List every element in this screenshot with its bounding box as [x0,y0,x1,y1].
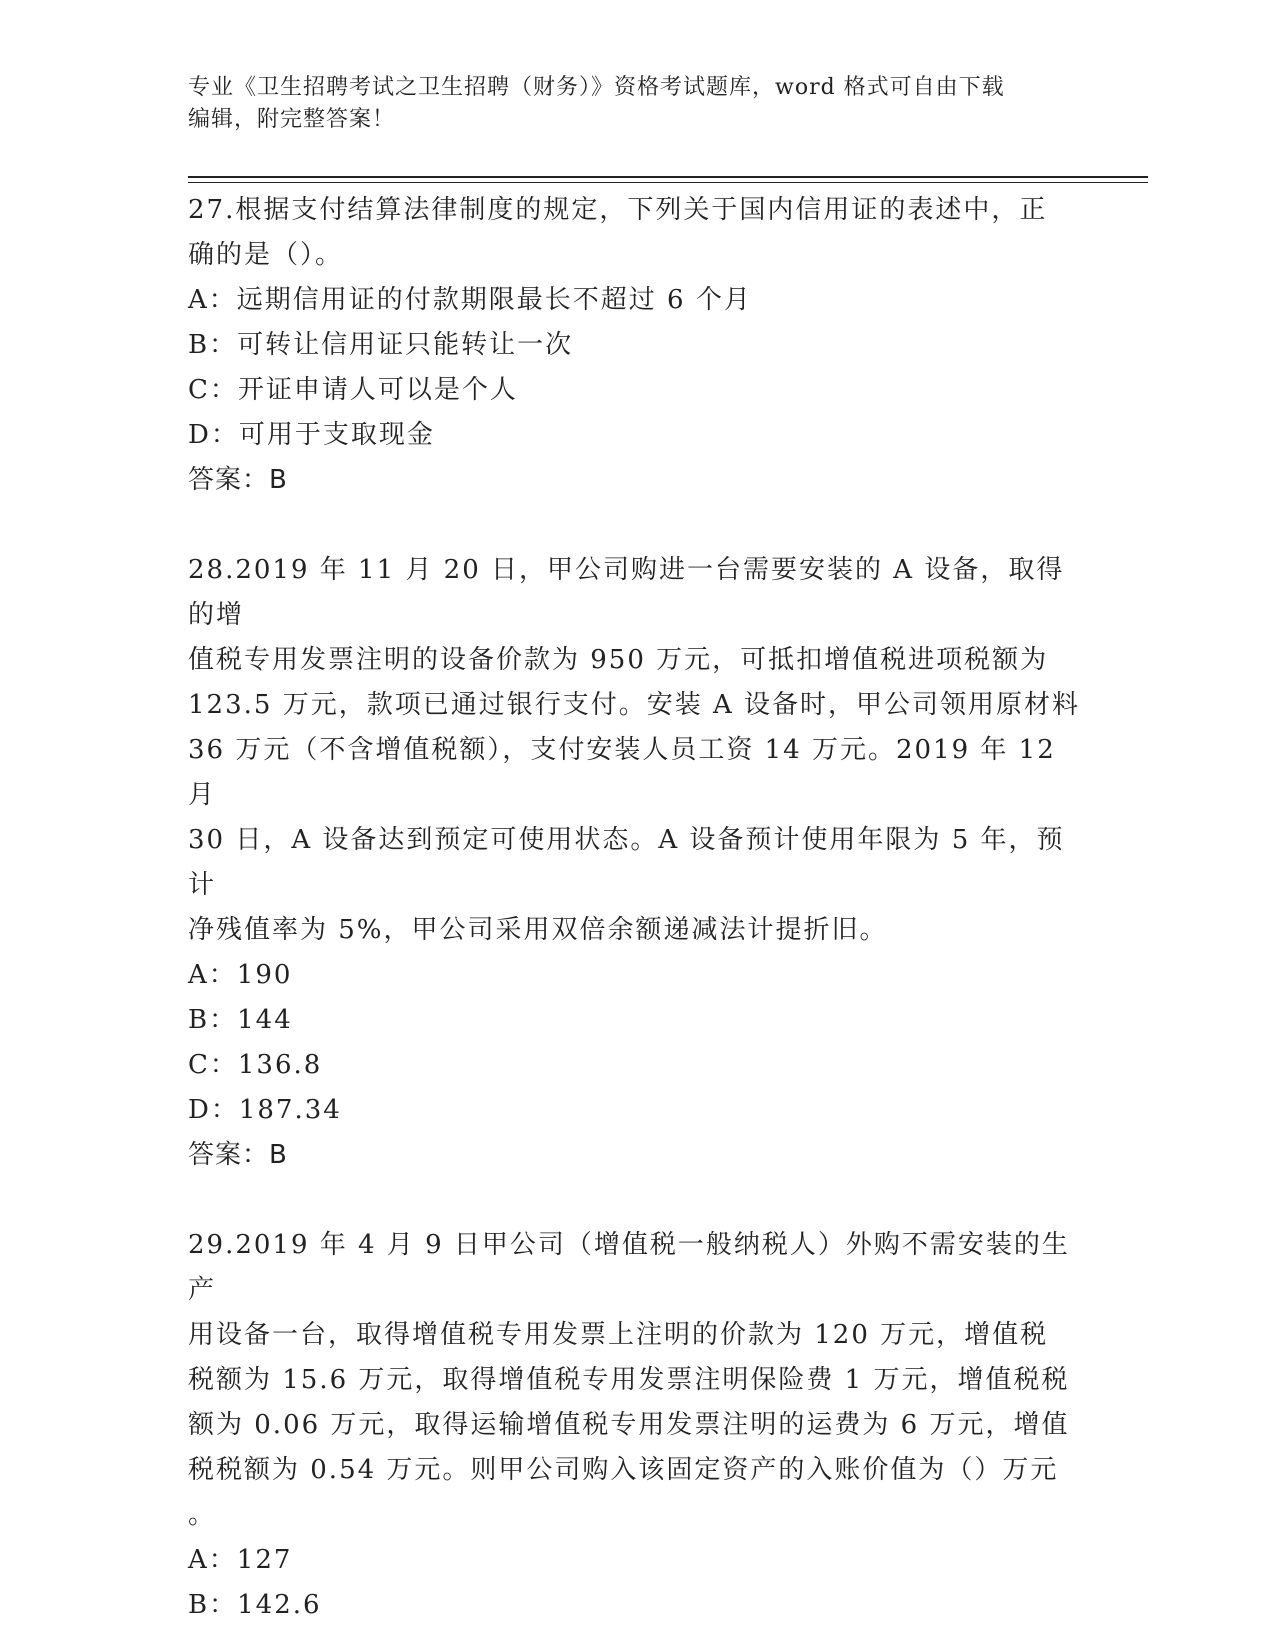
question-28-option-b: B：144 [188,1005,293,1035]
question-29-stem-line-3: 税额为 15.6 万元，取得增值税专用发票注明保险费 1 万元，增值税税 [188,1365,1070,1395]
header-divider-thin [188,182,1148,183]
question-29-stem-line-6: 。 [188,1500,217,1530]
question-28 [188,548,1088,1178]
question-27-option-b: B：可转让信用证只能转让一次 [188,330,574,360]
question-28-stem-line-3: 123.5 万元，款项已通过银行支付。安装 A 设备时，甲公司领用原材料 [188,690,1081,720]
question-27-answer: 答案：B [188,465,288,495]
question-29-stem-line-5: 税税额为 0.54 万元。则甲公司购入该固定资产的入账价值为（）万元 [188,1455,1059,1485]
question-29-option-a: A：127 [188,1545,293,1575]
question-28-option-a: A：190 [188,960,293,990]
question-29-stem-line-4: 额为 0.06 万元，取得运输增值税专用发票注明的运费为 6 万元，增值 [188,1410,1070,1440]
question-spacer [188,1178,1088,1223]
question-28-stem-line-4: 36 万元（不含增值税额），支付安装人员工资 14 万元。2019 年 12 月 [188,735,1056,810]
header-line-1: 专业《卫生招聘考试之卫生招聘（财务）》资格考试题库，word 格式可自由下载 [188,75,1005,100]
question-spacer [188,503,1088,548]
question-27 [188,188,1088,503]
question-28-stem-line-6: 净残值率为 5%，甲公司采用双倍余额递减法计提折旧。 [188,915,888,945]
question-28-stem-line-2: 值税专用发票注明的设备价款为 950 万元，可抵扣增值税进项税额为 [188,645,1049,675]
question-28-option-c: C：136.8 [188,1050,323,1080]
document-header [188,72,1088,136]
question-29-stem-line-2: 用设备一台，取得增值税专用发票上注明的价款为 120 万元，增值税 [188,1320,1049,1350]
question-29 [188,1223,1088,1628]
question-27-option-a: A：远期信用证的付款期限最长不超过 6 个月 [188,285,752,315]
question-29-stem-line-1: 29.2019 年 4 月 9 日甲公司（增值税一般纳税人）外购不需安装的生产 [188,1230,1070,1305]
question-28-stem-line-5: 30 日，A 设备达到预定可使用状态。A 设备预计使用年限为 5 年，预计 [188,825,1065,900]
question-28-option-d: D：187.34 [188,1095,342,1125]
question-27-stem-line-2: 确的是（）。 [188,240,344,270]
question-27-stem-line-1: 27.根据支付结算法律制度的规定，下列关于国内信用证的表述中，正 [188,195,1048,225]
question-29-option-b: B：142.6 [188,1590,322,1620]
question-27-option-d: D：可用于支取现金 [188,420,435,450]
question-28-stem-line-1: 28.2019 年 11 月 20 日，甲公司购进一台需要安装的 A 设备，取得的增 [188,555,1065,630]
question-list [188,188,1088,1628]
question-28-answer: 答案：B [188,1140,288,1170]
question-27-option-c: C：开证申请人可以是个人 [188,375,518,405]
header-divider-thick [188,176,1148,178]
header-line-2: 编辑，附完整答案！ [188,107,396,132]
